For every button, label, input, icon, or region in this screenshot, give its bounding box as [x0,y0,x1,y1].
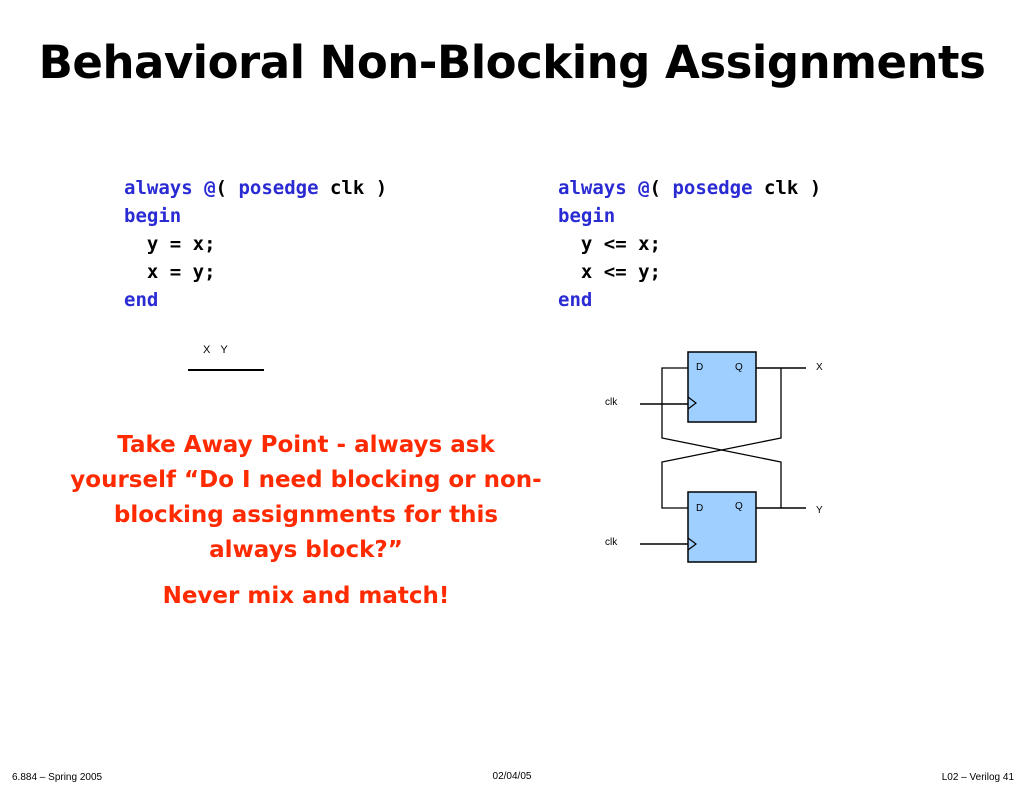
slide-title: Behavioral Non-Blocking Assignments [38,36,986,89]
ff1-clk-label: clk [605,397,618,408]
code-line-end: end [124,289,159,311]
code-clk: clk ) [329,177,388,199]
ff2-clk-label: clk [605,537,618,548]
keyword-at: @ [204,177,216,199]
keyword-always: always [558,177,627,199]
label-x: X [203,344,211,356]
ff2-q-label: Q [735,501,743,512]
code-line-assign-y: y <= x; [558,233,661,255]
label-y: Y [220,344,228,356]
ff1-q-label: Q [735,362,743,373]
blocking-result-wire [188,369,264,371]
code-line-assign-x: x <= y; [558,261,661,283]
nonblocking-code-block [558,174,821,314]
ff1-d-label: D [696,362,704,373]
never-mix-text: Never mix and match! [162,583,450,609]
keyword-at: @ [638,177,650,199]
code-line-begin: begin [124,205,182,227]
footer-date: 02/04/05 [492,771,532,782]
code-line-assign-x: x = y; [124,261,216,283]
code-paren: ( [649,177,661,199]
keyword-always: always [124,177,193,199]
ff2-d-label: D [696,503,704,514]
keyword-posedge: posedge [238,177,319,199]
takeaway-text: Take Away Point - always ask yourself “Do I need blocking or non-blocking assignments for this always block?” [70,432,542,563]
ff1-out-label: X [816,362,823,373]
ff2-out-label: Y [816,505,823,516]
blocking-code-block [124,174,387,314]
code-paren: ( [215,177,227,199]
code-line-end: end [558,289,593,311]
keyword-posedge: posedge [672,177,753,199]
code-line-assign-y: y = x; [124,233,216,255]
code-line-begin: begin [558,205,616,227]
code-line-always [124,174,387,202]
flipflop-swap-diagram [590,340,840,580]
code-clk: clk ) [763,177,822,199]
code-line-always [558,174,821,202]
blocking-result-labels [203,344,238,356]
footer-slide-number: L02 – Verilog 41 [941,772,1014,783]
footer-course: 6.884 – Spring 2005 [12,772,103,783]
